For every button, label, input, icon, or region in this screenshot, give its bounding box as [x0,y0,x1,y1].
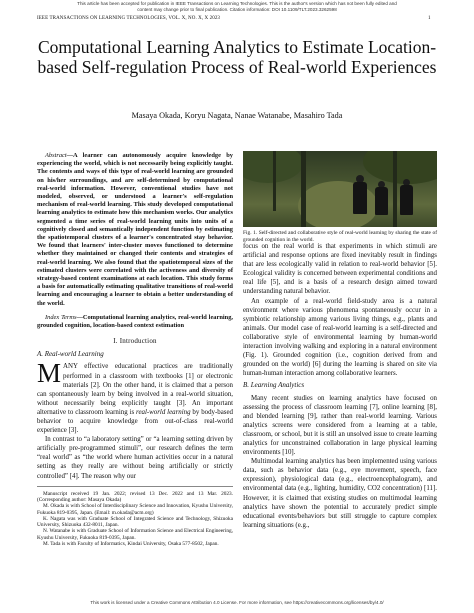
right-paragraph-continued: focus on the real world is that experiments in which stimuli are artificial and response options are fixed inevitably result in findings that are less ecologically valid in relation to real-world behavior [5]. Ecological validity is concerned between experimental conditions and real life [5], and is a basis of a research design aimed toward understanding natural behavior. [243,243,437,296]
author-list: Masaya Okada, Koryu Nagata, Nanae Watanabe, Masahiro Tada [131,111,343,120]
license-notice: This work is licensed under a Creative Commons Attribution 4.0 License. For more information, see https://creativecommons.org/licenses/by/4.0/ [90,600,384,605]
figure-1-photo [243,151,437,227]
tree-trunk [273,151,276,211]
drop-cap: M [37,358,62,389]
tree-trunk [393,151,397,227]
intro-paragraph-2: In contrast to “a laboratory setting” or “a learning setting driven by artificially pre-programmed stimuli”, our research defines the term “real world” as “the world where human activities occur in a natural setting as they really are without being artificially or strictly controlled” [4]. The reason why our [37,436,233,480]
footnote-author-1: M. Okada is with School of Interdisciplinary Science and Innovation, Kyushu University, Fukuoka 819-0395, Japan. (Email: m.okada@acm.org) [37,503,233,516]
index-terms [37,314,233,330]
abstract-label: Abstract [45,152,67,159]
page-number: 1 [428,16,431,21]
intro-paragraph-1-end: by body-based behavior to acquire knowledge from out-of-class real-world experience [3]. [37,408,233,435]
publication-notice-line1: This article has been accepted for publication in IEEE Transactions on Learning Technologies. This is the author's version which has not been fully edited and [77,1,397,6]
footnotes [37,486,233,548]
footnote-author-3: N. Watanabe is with Graduate School of Information Science and Electrical Engineering, Kyushu University, Fukuoka 819-0395, Japan. [37,528,233,541]
footnote-manuscript: Manuscript received 19 Jan. 2022; revised 13 Dec. 2022 and 13 Mar. 2023. (Corresponding author: Masaya Okada) [37,490,233,503]
footnote-author-4: M. Tada is with Faculty of Informatics, Kindai University, Osaka 577-8502, Japan. [43,541,219,548]
learning-analytics-paragraph-1: Many recent studies on learning analytics have focused on assessing the process of classroom learning [7], online learning [8], and blended learning [9], rather than real-world learning. Various analytics screens were considered from a learning at a table, classroom, or school, but it is still an unsolved issue to create learning analytics for unconstrained collaboration in large physical learning environments [10]. [243,394,437,457]
right-column [243,242,437,530]
intro-paragraph-1-text: ANY effective educational practices are traditionally performed in a classroom with textbooks [1] or electronic materials [2]. On the other hand, it is claimed that a person can spontaneously learn by being involved in a real-world situation, without necessarily being explicitly taught [3]. An important alternative to classroom learning is [37,363,233,416]
abstract-text: —A learner can autonomously acquire knowledge by experiencing the world, which is not necessarily being explicitly taught. The contents and ways of this type of real-world learning are grounded on his/her surroundings, and are self-determined by computational real-world information. However, conventional studies have not modeled, observed, or understood a learner's self-regulation mechanism of real-world learning. This study developed computational learning analytics to estimate how this mechanism works. Our analytics segmented a time series of real-world learning units into units of a cognitively closed and semantically independent function by estimating the spatiotemporal clusters of a learner's concentrated stay behavior. We found that learners' inter-cluster moves functioned to determine whether they maintained or changed their contents and strategies of real-world learning. We also found that the spatiotemporal sizes of the estimated clusters were correlated with the activeness and diversity of strategy-based content examinations at each location. This study forms a basis for automatically estimating qualitative transitions of real-world learning and encouraging a learner to obtain a better understanding of the world. [37,152,233,307]
intro-paragraph-1 [37,358,233,435]
subsection-heading-real-world-learning: A. Real-world Learning [37,350,104,359]
person-silhouette [400,185,413,215]
section-heading-introduction: I. Introduction [113,337,157,346]
abstract [37,152,233,308]
index-terms-label: Index Terms [45,313,77,321]
subsection-heading-learning-analytics: B. Learning Analytics [243,381,305,390]
running-head: IEEE TRANSACTIONS ON LEARNING TECHNOLOGIES, VOL. X, NO. X, X 2023 [37,16,221,21]
figure-1-caption: Fig. 1. Self-directed and collaborative style of real-world learning by sharing the state of grounded cognition in the world. [243,230,437,243]
footnote-author-2: K. Nagata was with Graduate School of Integrated Science and Technology, Shizuoka University, Shizuoka 432-8011, Japan. [37,515,233,529]
right-paragraph-example: An example of a real-world field-study area is a natural environment where various phenomena spontaneously occur in a symbiotic relationship among various living things, e.g., plants and animals. Our model case of real-world learning is a self-directed and collaborative style of environmental learning by human-world interaction involving walking and exploring in a natural environment (Fig. 1). Grounded cognition (i.e., cognition derived from and grounded on the world) [6] during the learning is shared on site via human-human interaction among collaborative learners. [243,297,437,378]
person-silhouette [353,182,367,214]
left-column [37,152,233,547]
person-silhouette [375,187,388,215]
intro-emphasis: real-world learning [136,408,191,416]
publication-notice [0,1,474,13]
paper-title: Computational Learning Analytics to Estimate Location-based Self-regulation Process of Real-world Experiences [37,37,437,77]
tree-trunk [301,151,306,227]
index-terms-text: —Computational learning analytics, real-world learning, grounded cognition, location-based context estimation [37,313,233,330]
publication-notice-line2: content may change prior to final publication. Citation information: DOI 10.1109/TLT.2023.3262598 [137,7,337,12]
learning-analytics-paragraph-2: Multimodal learning analytics has been implemented using various data, such as behavior data (e.g., eye movement, speech, face expression), physiological data (e.g., electroencephalogram), and environmental data (e.g., lighting, humidity, CO2 concentration) [11]. However, it is claimed that existing studies on multimodal learning analytics have shown the potential to accurately predict simple educational events/behaviors but still struggle to capture complex learning situations (e.g., [243,458,437,529]
foliage [363,151,437,184]
